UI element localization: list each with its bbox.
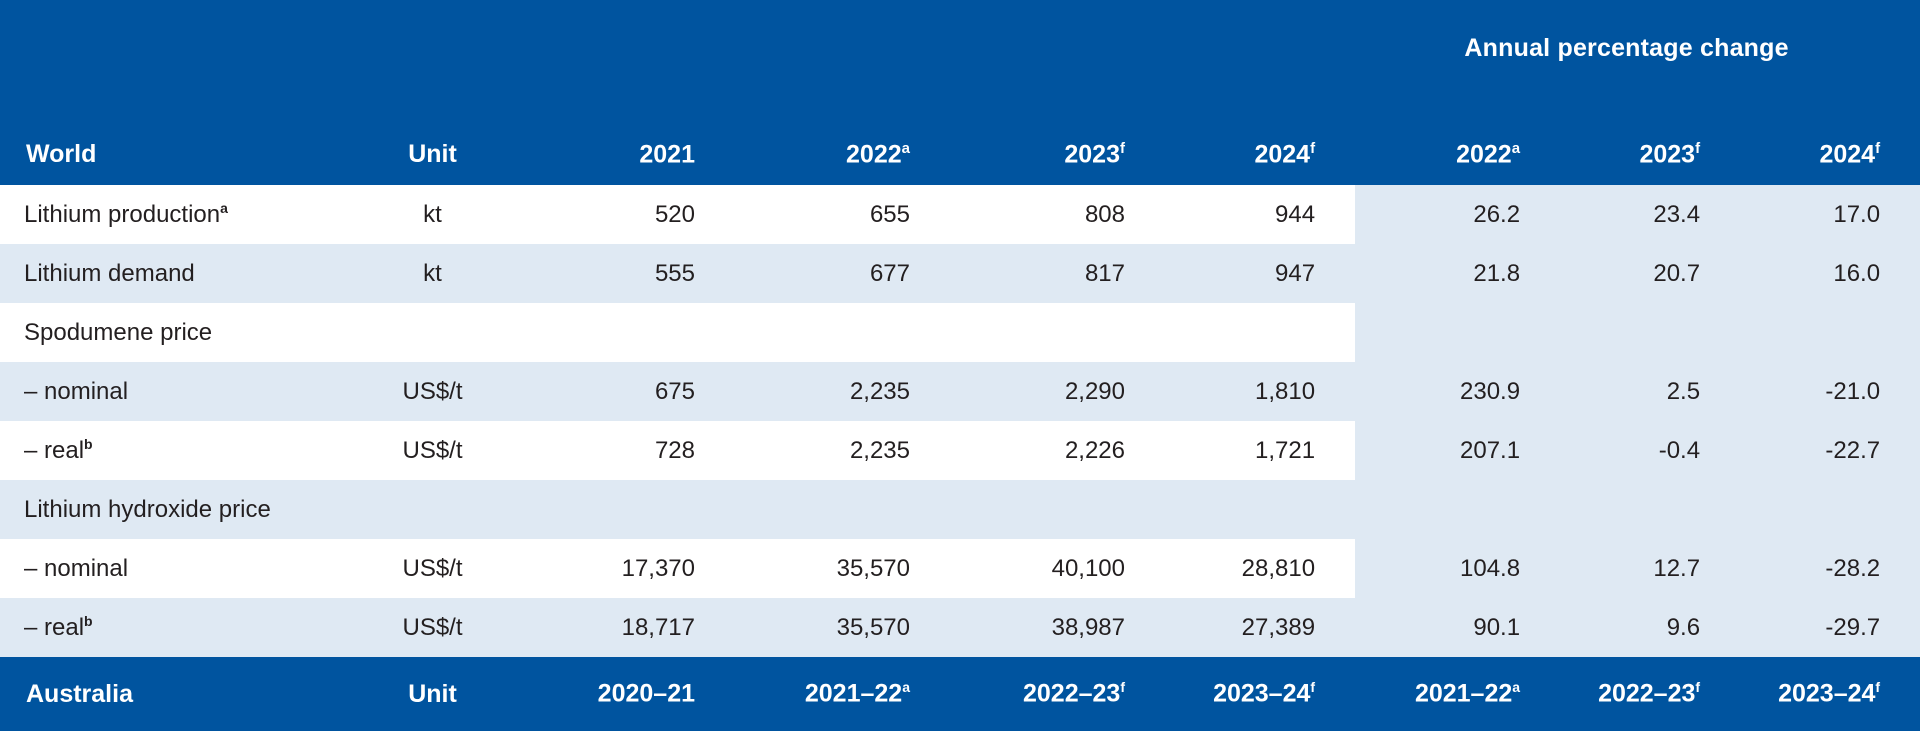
row-value-2	[735, 303, 950, 362]
column-header-year-2	[735, 96, 950, 185]
table-row	[0, 244, 1920, 303]
column-header-year-4	[1165, 96, 1355, 185]
row-unit: US$/t	[345, 362, 520, 421]
row-pct-1: 26.2	[1355, 185, 1560, 244]
row-value-4: 28,810	[1165, 539, 1355, 598]
row-value-3: 2,290	[950, 362, 1165, 421]
row-pct-1: 90.1	[1355, 598, 1560, 657]
column-header-unit: Unit	[345, 96, 520, 185]
column-header-year-3-superscript: f	[1120, 139, 1125, 157]
row-label	[0, 303, 345, 362]
column-header-year-4-text: 2024	[1254, 140, 1311, 168]
row-value-1: 17,370	[520, 539, 735, 598]
table-row	[0, 362, 1920, 421]
footer-year-3-superscript: f	[1120, 679, 1125, 696]
row-unit: US$/t	[345, 421, 520, 480]
row-unit: kt	[345, 185, 520, 244]
column-header-pct-year-1-superscript: a	[1511, 139, 1521, 157]
row-value-4: 947	[1165, 244, 1355, 303]
row-value-3: 817	[950, 244, 1165, 303]
row-value-4	[1165, 303, 1355, 362]
row-label-text: – nominal	[24, 378, 129, 405]
row-value-3: 2,226	[950, 421, 1165, 480]
footer-year-4-superscript: f	[1310, 679, 1316, 696]
row-value-1: 555	[520, 244, 735, 303]
table-row	[0, 185, 1920, 244]
group-header-row	[0, 0, 1920, 96]
column-header-pct-year-3	[1740, 96, 1920, 185]
footer-year-4-text: 2023–24	[1213, 679, 1311, 708]
group-header-annual-percentage-change: Annual percentage change	[1355, 0, 1920, 96]
column-header-pct-year-2-superscript: f	[1695, 139, 1701, 157]
footer-year-1	[520, 657, 735, 731]
footer-year-3-text: 2022–23	[1023, 679, 1121, 708]
column-header-pct-year-2-text: 2023	[1639, 140, 1696, 168]
table-row	[0, 303, 1920, 362]
row-value-3	[950, 303, 1165, 362]
group-header-spacer	[0, 0, 1355, 96]
row-pct-2	[1560, 303, 1740, 362]
row-label-text: Lithium production	[24, 201, 221, 228]
table-row	[0, 539, 1920, 598]
row-label	[0, 421, 345, 480]
table-row	[0, 480, 1920, 539]
table-row	[0, 598, 1920, 657]
row-pct-2	[1560, 480, 1740, 539]
footer-pct-year-2	[1560, 657, 1740, 731]
row-pct-3: -22.7	[1740, 421, 1920, 480]
row-label-text: Lithium demand	[24, 260, 195, 287]
row-value-4	[1165, 480, 1355, 539]
column-header-pct-year-1-text: 2022	[1456, 140, 1512, 168]
row-pct-1	[1355, 303, 1560, 362]
row-value-2: 677	[735, 244, 950, 303]
row-value-3: 808	[950, 185, 1165, 244]
row-label	[0, 598, 345, 657]
column-header-pct-year-3-superscript: f	[1875, 139, 1881, 157]
footer-label-australia: Australia	[0, 657, 345, 731]
row-label-text: Spodumene price	[24, 319, 213, 346]
row-pct-2: 2.5	[1560, 362, 1740, 421]
row-value-3: 38,987	[950, 598, 1165, 657]
row-label-superscript: a	[220, 200, 228, 216]
footer-pct-year-1-text: 2021–22	[1414, 679, 1513, 708]
row-label	[0, 480, 345, 539]
column-header-year-3	[950, 96, 1165, 185]
row-label-superscript: b	[84, 436, 93, 452]
row-value-4: 944	[1165, 185, 1355, 244]
column-header-row	[0, 96, 1920, 185]
row-pct-2: 20.7	[1560, 244, 1740, 303]
footer-year-2-superscript: a	[902, 679, 910, 696]
footer-pct-year-2-superscript: f	[1695, 679, 1701, 696]
row-value-1: 728	[520, 421, 735, 480]
row-label	[0, 244, 345, 303]
row-pct-3	[1740, 480, 1920, 539]
row-label-text: Lithium hydroxide price	[24, 496, 271, 523]
row-unit	[345, 303, 520, 362]
row-value-1: 18,717	[520, 598, 735, 657]
row-pct-3: -21.0	[1740, 362, 1920, 421]
column-header-world: World	[0, 96, 345, 185]
footer-pct-year-1-superscript: a	[1512, 679, 1521, 696]
column-header-year-4-superscript: f	[1310, 139, 1316, 157]
row-value-3: 40,100	[950, 539, 1165, 598]
row-pct-3	[1740, 303, 1920, 362]
footer-pct-year-3-superscript: f	[1875, 679, 1881, 696]
table-row	[0, 421, 1920, 480]
row-pct-1: 230.9	[1355, 362, 1560, 421]
table-body	[0, 185, 1920, 657]
row-label	[0, 185, 345, 244]
footer-year-3	[950, 657, 1165, 731]
column-header-year-1	[520, 96, 735, 185]
row-value-4: 1,721	[1165, 421, 1355, 480]
column-header-year-2-superscript: a	[901, 139, 910, 157]
row-unit: US$/t	[345, 539, 520, 598]
row-pct-2: 12.7	[1560, 539, 1740, 598]
column-header-pct-year-2	[1560, 96, 1740, 185]
row-pct-2: -0.4	[1560, 421, 1740, 480]
row-label	[0, 362, 345, 421]
column-header-year-3-text: 2023	[1064, 140, 1120, 168]
row-value-2: 655	[735, 185, 950, 244]
row-label	[0, 539, 345, 598]
footer-year-2	[735, 657, 950, 731]
row-unit: US$/t	[345, 598, 520, 657]
row-value-2: 35,570	[735, 539, 950, 598]
row-pct-3: -29.7	[1740, 598, 1920, 657]
row-value-4: 27,389	[1165, 598, 1355, 657]
table-header	[0, 0, 1920, 185]
footer-pct-year-1	[1355, 657, 1560, 731]
row-value-2: 2,235	[735, 421, 950, 480]
footer-year-4	[1165, 657, 1355, 731]
footer-unit: Unit	[345, 657, 520, 731]
row-pct-1	[1355, 480, 1560, 539]
row-value-1: 675	[520, 362, 735, 421]
row-pct-1: 21.8	[1355, 244, 1560, 303]
row-pct-1: 104.8	[1355, 539, 1560, 598]
footer-pct-year-3-text: 2023–24	[1778, 679, 1876, 708]
footer-pct-year-3	[1740, 657, 1920, 731]
footer-header-row-australia	[0, 657, 1920, 731]
footer-year-1-text: 2020–21	[597, 679, 695, 708]
row-value-2: 35,570	[735, 598, 950, 657]
row-pct-2: 9.6	[1560, 598, 1740, 657]
column-header-year-1-text: 2021	[639, 140, 695, 168]
row-label-superscript: b	[84, 613, 93, 629]
footer-pct-year-2-text: 2022–23	[1598, 679, 1696, 708]
footer-year-2-text: 2021–22	[804, 679, 903, 708]
row-pct-3: -28.2	[1740, 539, 1920, 598]
row-value-1: 520	[520, 185, 735, 244]
table-footer	[0, 657, 1920, 731]
row-pct-3: 17.0	[1740, 185, 1920, 244]
row-unit	[345, 480, 520, 539]
column-header-year-2-text: 2022	[846, 140, 902, 168]
row-label-text: – real	[24, 437, 85, 464]
row-value-1	[520, 480, 735, 539]
row-value-2: 2,235	[735, 362, 950, 421]
row-pct-2: 23.4	[1560, 185, 1740, 244]
row-value-4: 1,810	[1165, 362, 1355, 421]
row-label-text: – nominal	[24, 555, 129, 582]
row-label-text: – real	[24, 614, 85, 641]
column-header-pct-year-3-text: 2024	[1819, 140, 1876, 168]
row-pct-1: 207.1	[1355, 421, 1560, 480]
row-unit: kt	[345, 244, 520, 303]
row-value-3	[950, 480, 1165, 539]
row-value-1	[520, 303, 735, 362]
row-pct-3: 16.0	[1740, 244, 1920, 303]
row-value-2	[735, 480, 950, 539]
column-header-pct-year-1	[1355, 96, 1560, 185]
